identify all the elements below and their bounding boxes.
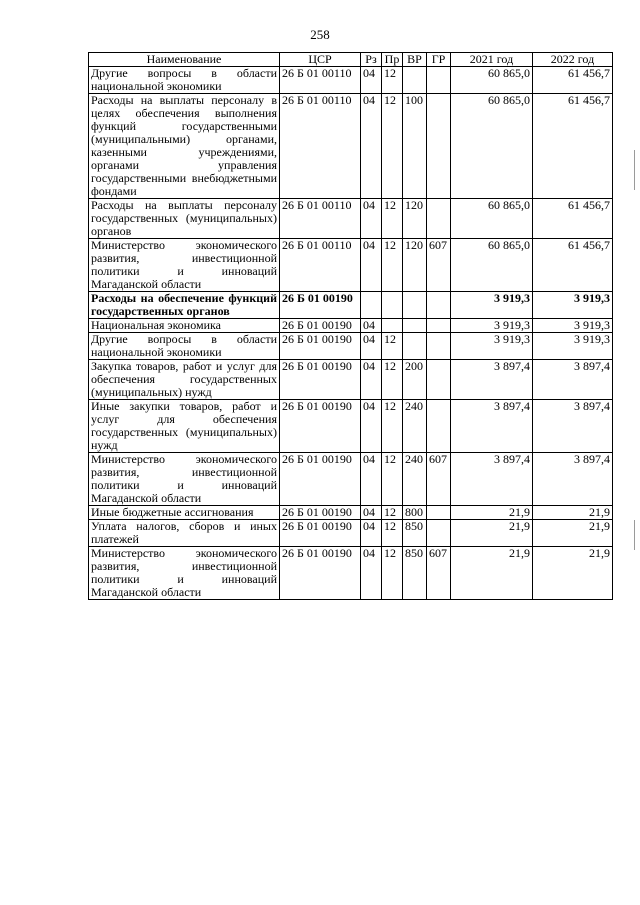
cell-2021: 3 897,4: [451, 360, 533, 400]
cell-2022: 61 456,7: [533, 67, 613, 94]
table-row: [89, 94, 613, 199]
cell-name: Национальная экономика: [89, 319, 280, 333]
cell-name: Другие вопросы в области национальной экономики: [89, 67, 280, 94]
header-name: Наименование: [89, 53, 280, 67]
cell-vr: 850: [403, 520, 427, 547]
cell-vr: 100: [403, 94, 427, 199]
cell-vr: 200: [403, 360, 427, 400]
cell-vr: 240: [403, 453, 427, 506]
cell-pr: [382, 292, 403, 319]
cell-pr: [382, 319, 403, 333]
cell-rz: 04: [361, 239, 382, 292]
table-row: [89, 520, 613, 547]
cell-2021: 3 919,3: [451, 292, 533, 319]
scan-mark: [634, 520, 635, 550]
cell-pr: 12: [382, 333, 403, 360]
cell-gr: [427, 94, 451, 199]
table-row: [89, 199, 613, 239]
cell-vr: [403, 333, 427, 360]
cell-pr: 12: [382, 360, 403, 400]
cell-csr: 26 Б 01 00110: [280, 239, 361, 292]
cell-pr: 12: [382, 520, 403, 547]
cell-vr: [403, 67, 427, 94]
cell-2022: 3 919,3: [533, 333, 613, 360]
cell-gr: [427, 400, 451, 453]
cell-gr: 607: [427, 547, 451, 600]
cell-vr: 120: [403, 199, 427, 239]
cell-rz: 04: [361, 67, 382, 94]
cell-name: Иные бюджетные ассигнования: [89, 506, 280, 520]
cell-gr: 607: [427, 453, 451, 506]
cell-gr: [427, 292, 451, 319]
cell-gr: [427, 199, 451, 239]
cell-2022: 21,9: [533, 506, 613, 520]
cell-vr: [403, 292, 427, 319]
cell-csr: 26 Б 01 00190: [280, 453, 361, 506]
cell-csr: 26 Б 01 00190: [280, 319, 361, 333]
cell-gr: 607: [427, 239, 451, 292]
cell-name: Расходы на выплаты персоналу в целях обеспечения выполнения функций государственными (муниципальными) органами, казенными учреждениями, органами управления государственными внебюджетными фондами: [89, 94, 280, 199]
cell-gr: [427, 360, 451, 400]
table-row: [89, 292, 613, 319]
cell-csr: 26 Б 01 00190: [280, 360, 361, 400]
table-row: [89, 547, 613, 600]
cell-csr: 26 Б 01 00190: [280, 333, 361, 360]
cell-pr: 12: [382, 400, 403, 453]
cell-pr: 12: [382, 94, 403, 199]
header-vr: ВР: [403, 53, 427, 67]
cell-vr: 850: [403, 547, 427, 600]
cell-2022: 61 456,7: [533, 239, 613, 292]
page-number: 258: [310, 27, 330, 42]
cell-csr: 26 Б 01 00110: [280, 94, 361, 199]
cell-2021: 3 919,3: [451, 319, 533, 333]
cell-pr: 12: [382, 67, 403, 94]
cell-pr: 12: [382, 506, 403, 520]
table-row: [89, 506, 613, 520]
header-2022: 2022 год: [533, 53, 613, 67]
cell-name: Закупка товаров, работ и услуг для обеспечения государственных (муниципальных) нужд: [89, 360, 280, 400]
scan-mark: [634, 150, 635, 190]
cell-rz: 04: [361, 547, 382, 600]
table-row: [89, 453, 613, 506]
table-row: [89, 360, 613, 400]
cell-gr: [427, 319, 451, 333]
cell-2021: 60 865,0: [451, 199, 533, 239]
cell-name: Иные закупки товаров, работ и услуг для обеспечения государственных (муниципальных) нужд: [89, 400, 280, 453]
cell-rz: [361, 292, 382, 319]
table-row: [89, 333, 613, 360]
header-2021: 2021 год: [451, 53, 533, 67]
table-row: [89, 239, 613, 292]
cell-rz: 04: [361, 360, 382, 400]
cell-gr: [427, 506, 451, 520]
cell-rz: 04: [361, 333, 382, 360]
cell-vr: 120: [403, 239, 427, 292]
table-row: [89, 400, 613, 453]
cell-2021: 60 865,0: [451, 94, 533, 199]
cell-csr: 26 Б 01 00190: [280, 292, 361, 319]
cell-gr: [427, 67, 451, 94]
cell-csr: 26 Б 01 00190: [280, 400, 361, 453]
cell-name: Уплата налогов, сборов и иных платежей: [89, 520, 280, 547]
cell-2022: 3 919,3: [533, 319, 613, 333]
cell-vr: 240: [403, 400, 427, 453]
cell-2021: 3 897,4: [451, 400, 533, 453]
cell-rz: 04: [361, 453, 382, 506]
cell-2022: 61 456,7: [533, 199, 613, 239]
cell-2022: 21,9: [533, 547, 613, 600]
cell-rz: 04: [361, 400, 382, 453]
cell-2021: 21,9: [451, 547, 533, 600]
cell-csr: 26 Б 01 00110: [280, 67, 361, 94]
cell-rz: 04: [361, 319, 382, 333]
cell-2022: 3 897,4: [533, 453, 613, 506]
table-header-row: [89, 53, 613, 67]
cell-pr: 12: [382, 199, 403, 239]
cell-csr: 26 Б 01 00190: [280, 547, 361, 600]
cell-2022: 3 897,4: [533, 400, 613, 453]
header-csr: ЦСР: [280, 53, 361, 67]
cell-name: Другие вопросы в области национальной экономики: [89, 333, 280, 360]
table-row: [89, 319, 613, 333]
cell-pr: 12: [382, 239, 403, 292]
cell-gr: [427, 333, 451, 360]
cell-csr: 26 Б 01 00190: [280, 506, 361, 520]
cell-2021: 60 865,0: [451, 239, 533, 292]
header-pr: Пр: [382, 53, 403, 67]
cell-2021: 21,9: [451, 520, 533, 547]
cell-2021: 3 897,4: [451, 453, 533, 506]
cell-2022: 61 456,7: [533, 94, 613, 199]
cell-rz: 04: [361, 199, 382, 239]
cell-pr: 12: [382, 453, 403, 506]
header-gr: ГР: [427, 53, 451, 67]
cell-2022: 3 919,3: [533, 292, 613, 319]
cell-2021: 3 919,3: [451, 333, 533, 360]
cell-name: Министерство экономического развития, инвестиционной политики и инноваций Магаданской области: [89, 239, 280, 292]
cell-rz: 04: [361, 506, 382, 520]
cell-rz: 04: [361, 520, 382, 547]
cell-vr: [403, 319, 427, 333]
cell-name: Министерство экономического развития, инвестиционной политики и инноваций Магаданской области: [89, 547, 280, 600]
cell-2021: 21,9: [451, 506, 533, 520]
cell-pr: 12: [382, 547, 403, 600]
cell-rz: 04: [361, 94, 382, 199]
cell-2022: 21,9: [533, 520, 613, 547]
header-rz: Рз: [361, 53, 382, 67]
cell-name: Министерство экономического развития, инвестиционной политики и инноваций Магаданской области: [89, 453, 280, 506]
cell-2022: 3 897,4: [533, 360, 613, 400]
table-row: [89, 67, 613, 94]
cell-gr: [427, 520, 451, 547]
cell-name: Расходы на выплаты персоналу государственных (муниципальных) органов: [89, 199, 280, 239]
cell-2021: 60 865,0: [451, 67, 533, 94]
cell-csr: 26 Б 01 00190: [280, 520, 361, 547]
budget-table: [88, 52, 613, 600]
cell-vr: 800: [403, 506, 427, 520]
cell-name: Расходы на обеспечение функций государственных органов: [89, 292, 280, 319]
cell-csr: 26 Б 01 00110: [280, 199, 361, 239]
